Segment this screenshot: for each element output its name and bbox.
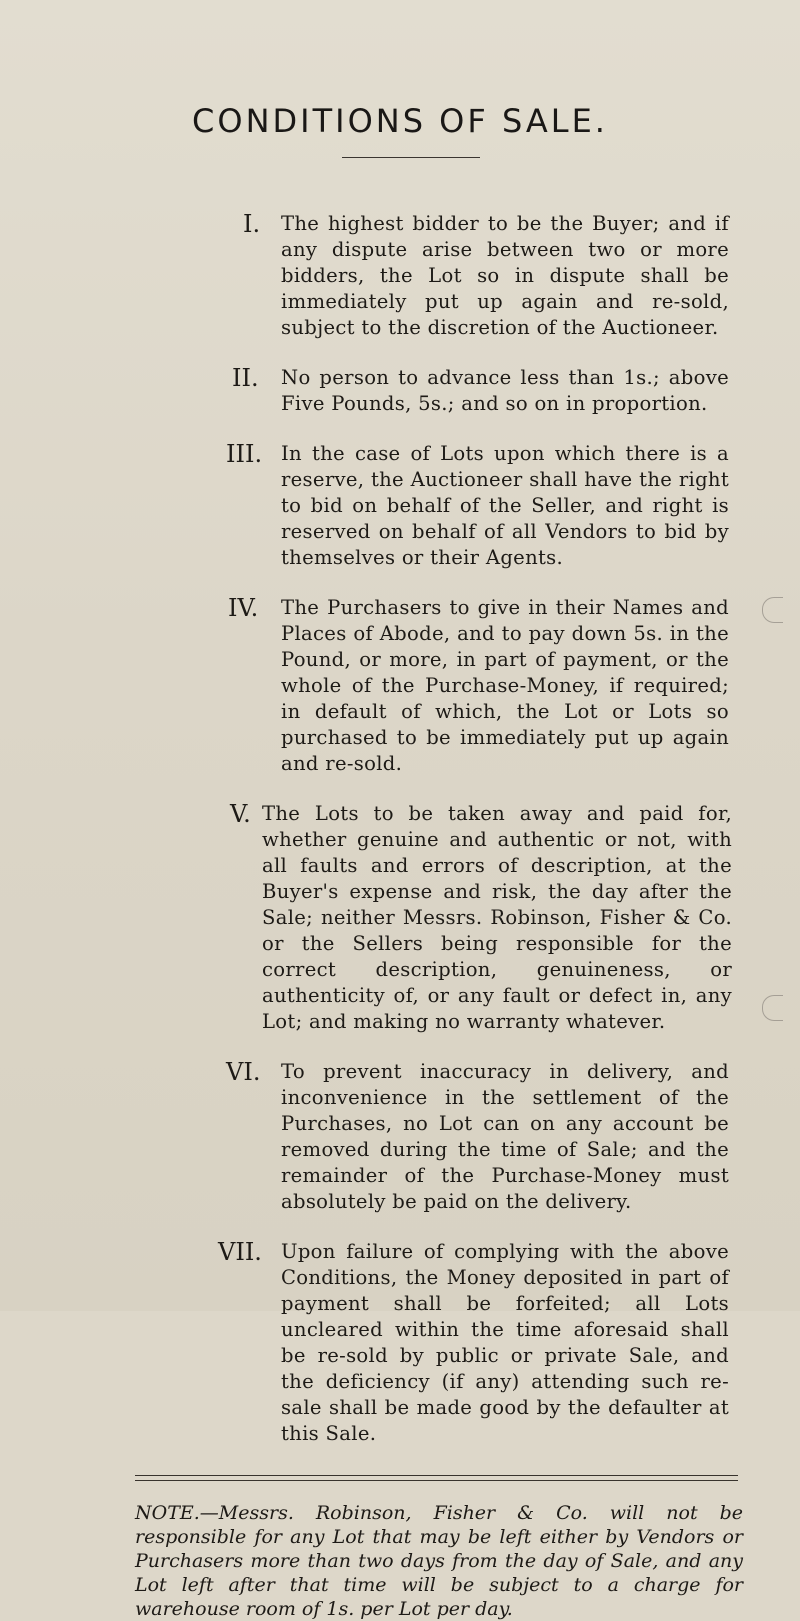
condition-text: No person to advance less than 1s.; above Five Pounds, 5s.; and so on in proportion. [281,366,729,415]
margin-mark [762,995,783,1021]
condition-numeral: II. [232,364,259,392]
condition-numeral: III. [226,440,263,468]
title-divider [342,157,480,158]
condition-numeral: VI. [226,1058,261,1086]
condition-text: The Purchasers to give in their Names and Places of Abode, and to pay down 5s. in the Pound, or more, in part of payment, or the whole of the Purchase-Money, if required; in default of which, the Lot or Lots so purchased to be immediately put up again and re-sold. [281,596,729,775]
condition-numeral: IV. [228,594,259,622]
condition-text: Upon failure of complying with the above Conditions, the Money deposited in part of payment shall be forfeited; all Lots uncleared within the time aforesaid shall be re-sold by public or private Sale, and the deficiency (if any) attending such re-sale shall be made good by the defaulter at this Sale. [281,1240,729,1445]
page-title: CONDITIONS OF SALE. [192,102,608,140]
condition-numeral: I. [243,210,261,238]
condition-text: To prevent inaccuracy in delivery, and inconvenience in the settlement of the Purchases, no Lot can on any account be removed during the time of Sale; and the remainder of the Purchase-Money must absolutely be paid on the delivery. [281,1060,729,1213]
margin-mark [762,597,783,623]
condition-numeral: V. [230,800,251,828]
note-paragraph: NOTE.—Messrs. Robinson, Fisher & Co. will not be responsible for any Lot that may be left either by Vendors or Purchasers more than two days from the day of Sale, and any Lot left after that time will be subject to a charge for warehouse room of 1s. per Lot per day. [135,1502,743,1620]
section-divider [135,1475,738,1481]
condition-text: The highest bidder to be the Buyer; and if any dispute arise between two or more bidders, the Lot so in dispute shall be immediately put up again and re-sold, subject to the discretion of the Auctioneer. [281,212,729,339]
condition-text: In the case of Lots upon which there is a reserve, the Auctioneer shall have the right to bid on behalf of the Seller, and right is reserved on behalf of all Vendors to bid by themselves or their Agents. [281,442,729,569]
condition-numeral: VII. [218,1238,262,1266]
condition-text: The Lots to be taken away and paid for, whether genuine and authentic or not, with all faults and errors of description, at the Buyer's expense and risk, the day after the Sale; neither Messrs. Robinson, Fisher & Co. or the Sellers being responsible for the correct description, genuineness, or authenticity of, or any fault or defect in, any Lot; and making no warranty whatever. [262,802,732,1033]
